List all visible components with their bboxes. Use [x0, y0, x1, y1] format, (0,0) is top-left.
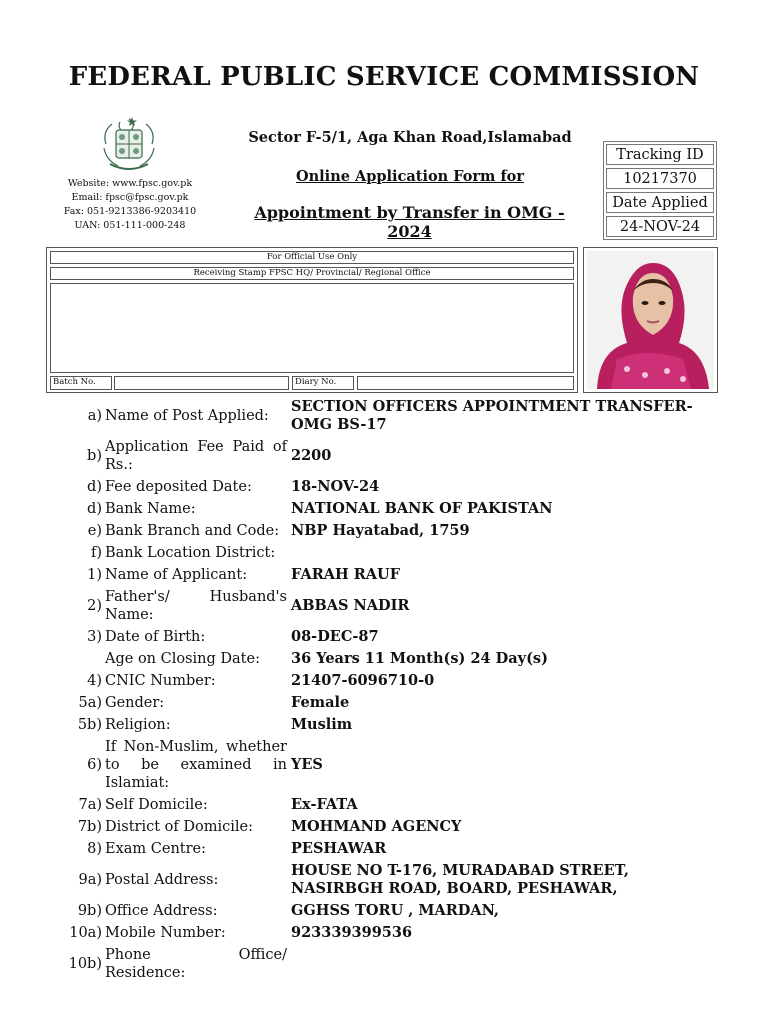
field-value: 36 Years 11 Month(s) 24 Day(s)	[291, 650, 548, 667]
application-fields	[60, 398, 720, 986]
field-row	[60, 398, 720, 434]
field-label: Mobile Number:	[105, 925, 226, 941]
field-row	[60, 628, 720, 646]
field-row	[60, 478, 720, 496]
field-row	[60, 738, 720, 792]
stamp-area	[50, 283, 574, 373]
field-value: HOUSE NO T-176, MURADABAD STREET, NASIRBGH ROAD, BOARD, PESHAWAR,	[291, 862, 629, 897]
receiving-stamp-label: Receiving Stamp FPSC HQ/ Provincial/ Regional Office	[50, 267, 574, 280]
field-label: Gender:	[105, 695, 165, 711]
field-value: SECTION OFFICERS APPOINTMENT TRANSFER-OMG BS-17	[291, 398, 693, 433]
field-label: CNIC Number:	[105, 673, 216, 689]
field-label: Bank Location District:	[105, 545, 276, 561]
field-value: 08-DEC-87	[291, 628, 379, 645]
field-label: Exam Centre:	[105, 841, 207, 857]
field-value: NBP Hayatabad, 1759	[291, 522, 470, 539]
field-number: 7b)	[77, 819, 102, 835]
field-row	[60, 862, 720, 898]
field-row	[60, 902, 720, 920]
field-row	[60, 946, 720, 982]
diary-no-label: Diary No.	[292, 376, 354, 390]
field-label: Self Domicile:	[105, 797, 208, 813]
field-number: 8)	[87, 841, 102, 857]
field-label: Name of Applicant:	[105, 567, 248, 583]
field-number: 3)	[87, 629, 102, 645]
government-emblem-icon	[98, 114, 160, 176]
field-row	[60, 716, 720, 734]
office-address: Sector F-5/1, Aga Khan Road,Islamabad	[248, 129, 572, 146]
field-row	[60, 694, 720, 712]
field-value: 2200	[291, 447, 332, 464]
field-label: Fee deposited Date:	[105, 479, 252, 495]
field-number: 9a)	[78, 872, 102, 888]
field-row	[60, 438, 720, 474]
field-row	[60, 544, 720, 562]
field-row	[60, 566, 720, 584]
field-value: 18-NOV-24	[291, 478, 380, 495]
appointment-title: Appointment by Transfer in OMG - 2024	[254, 203, 565, 241]
field-label: Date of Birth:	[105, 629, 206, 645]
field-row	[60, 924, 720, 942]
field-label: District of Domicile:	[105, 819, 253, 835]
field-label: Age on Closing Date:	[105, 651, 260, 667]
date-applied-label: Date Applied	[606, 192, 714, 213]
field-value: FARAH RAUF	[291, 566, 400, 583]
field-label: Father's/ Husband's Name:	[105, 589, 287, 623]
field-number: b)	[87, 448, 102, 464]
field-value: MOHMAND AGENCY	[291, 818, 462, 835]
field-number: d)	[87, 479, 102, 495]
field-number: 2)	[87, 598, 102, 614]
official-use-label: For Official Use Only	[50, 251, 574, 264]
field-row	[60, 818, 720, 836]
field-row	[60, 672, 720, 690]
contact-info	[60, 177, 200, 233]
field-label: Religion:	[105, 717, 171, 733]
uan-text: UAN: 051-111-000-248	[74, 220, 186, 231]
field-number: f)	[90, 545, 102, 561]
field-number: 5b)	[77, 717, 102, 733]
field-value: YES	[291, 756, 323, 773]
form-subtitle: Online Application Form for	[296, 168, 524, 185]
field-number: e)	[87, 523, 102, 539]
field-label: Application Fee Paid of Rs.:	[105, 439, 287, 473]
field-number: 1)	[87, 567, 102, 583]
field-number: 9b)	[77, 903, 102, 919]
field-value: 923339399536	[291, 924, 413, 941]
field-value: GGHSS TORU , MARDAN,	[291, 902, 499, 919]
field-row	[60, 500, 720, 518]
field-label: Bank Branch and Code:	[105, 523, 280, 539]
applicant-photo-image	[587, 251, 714, 389]
tracking-box	[603, 141, 717, 240]
field-row	[60, 522, 720, 540]
field-value: Muslim	[291, 716, 353, 733]
page-title: FEDERAL PUBLIC SERVICE COMMISSION	[68, 62, 700, 92]
official-use-box	[46, 247, 578, 393]
field-number: 10b)	[68, 956, 102, 972]
field-number: a)	[87, 408, 102, 424]
field-number: 6)	[87, 757, 102, 773]
field-number: d)	[87, 501, 102, 517]
field-value: Female	[291, 694, 350, 711]
tracking-id-value: 10217370	[606, 168, 714, 189]
field-value: 21407-6096710-0	[291, 672, 435, 689]
field-number: 10a)	[69, 925, 102, 941]
batch-no-field	[114, 376, 289, 390]
field-value: PESHAWAR	[291, 840, 387, 857]
field-row	[60, 650, 720, 668]
field-row	[60, 588, 720, 624]
field-number: 7a)	[78, 797, 102, 813]
applicant-photo	[583, 247, 718, 393]
field-label: Office Address:	[105, 903, 218, 919]
field-row	[60, 840, 720, 858]
tracking-id-label: Tracking ID	[606, 144, 714, 165]
field-label: Phone Office/ Residence:	[105, 947, 287, 981]
field-row	[60, 796, 720, 814]
field-value: Ex-FATA	[291, 796, 358, 813]
field-label: If Non-Muslim, whether to be examined in Islamiat:	[105, 739, 287, 791]
website-text: Website: www.fpsc.gov.pk	[67, 178, 193, 189]
field-value: ABBAS NADIR	[291, 597, 410, 614]
field-label: Bank Name:	[105, 501, 196, 517]
diary-no-field	[357, 376, 574, 390]
fax-text: Fax: 051-9213386-9203410	[63, 206, 197, 217]
field-number: 4)	[87, 673, 102, 689]
field-label: Postal Address:	[105, 872, 219, 888]
email-text: Email: fpsc@fpsc.gov.pk	[71, 192, 189, 203]
field-label: Name of Post Applied:	[105, 408, 269, 424]
batch-no-label: Batch No.	[50, 376, 112, 390]
date-applied-value: 24-NOV-24	[606, 216, 714, 237]
field-value: NATIONAL BANK OF PAKISTAN	[291, 500, 553, 517]
field-number: 5a)	[78, 695, 102, 711]
